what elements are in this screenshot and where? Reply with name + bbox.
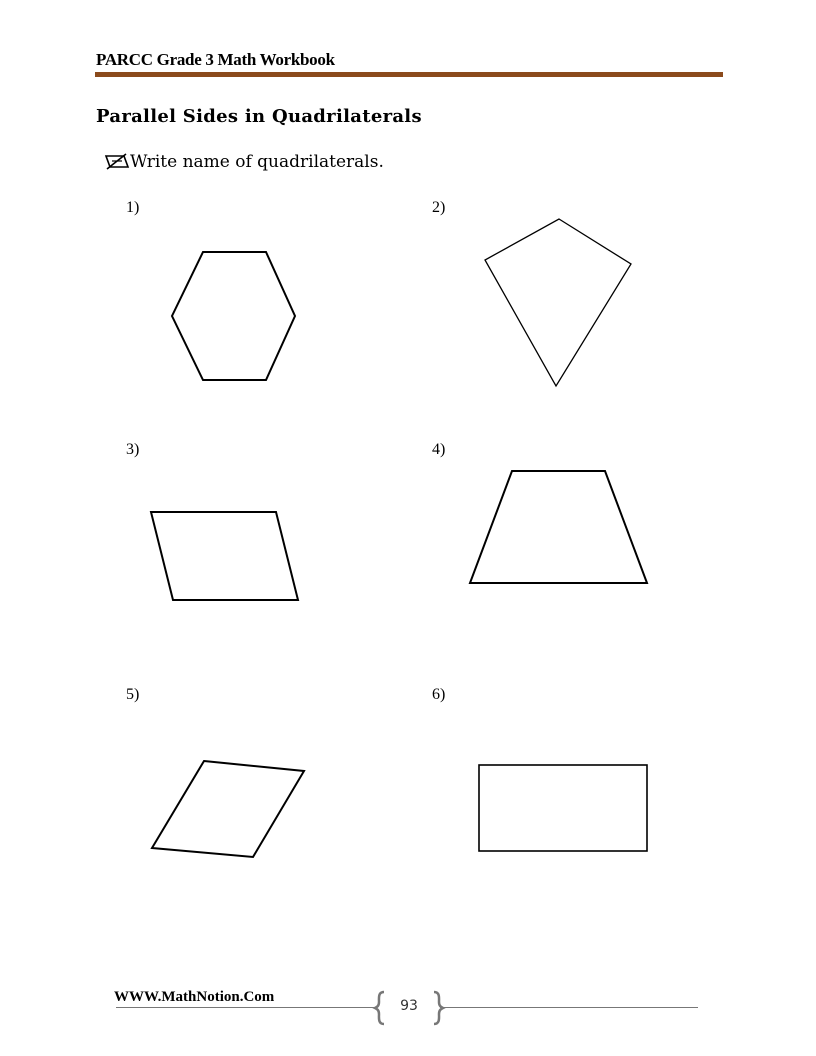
problem-2-label: 2) [432,199,446,216]
instruction-text: Write name of quadrilaterals. [130,152,384,172]
footer-rule-left [116,1007,374,1008]
footer-website: WWW.MathNotion.Com [114,989,275,1005]
page-bracket-right [430,990,446,1026]
problem-5-label: 5) [126,686,140,703]
problem-3-label: 3) [126,441,140,458]
section-title: Parallel Sides in Quadrilaterals [96,106,422,127]
rhombus-shape [152,761,304,857]
page-bracket-left [372,990,388,1026]
rectangle-shape [479,765,647,851]
problem-4-label: 4) [432,441,446,458]
page-number: 93 [400,998,418,1014]
book-title: PARCC Grade 3 Math Workbook [96,50,335,69]
trapezoid-shape [470,471,647,583]
kite-shape [485,219,631,386]
footer-rule-right [440,1007,698,1008]
problem-6-label: 6) [432,686,446,703]
parallelogram-shape [151,512,298,600]
problem-1-label: 1) [126,199,140,216]
hexagon-shape [172,252,295,380]
